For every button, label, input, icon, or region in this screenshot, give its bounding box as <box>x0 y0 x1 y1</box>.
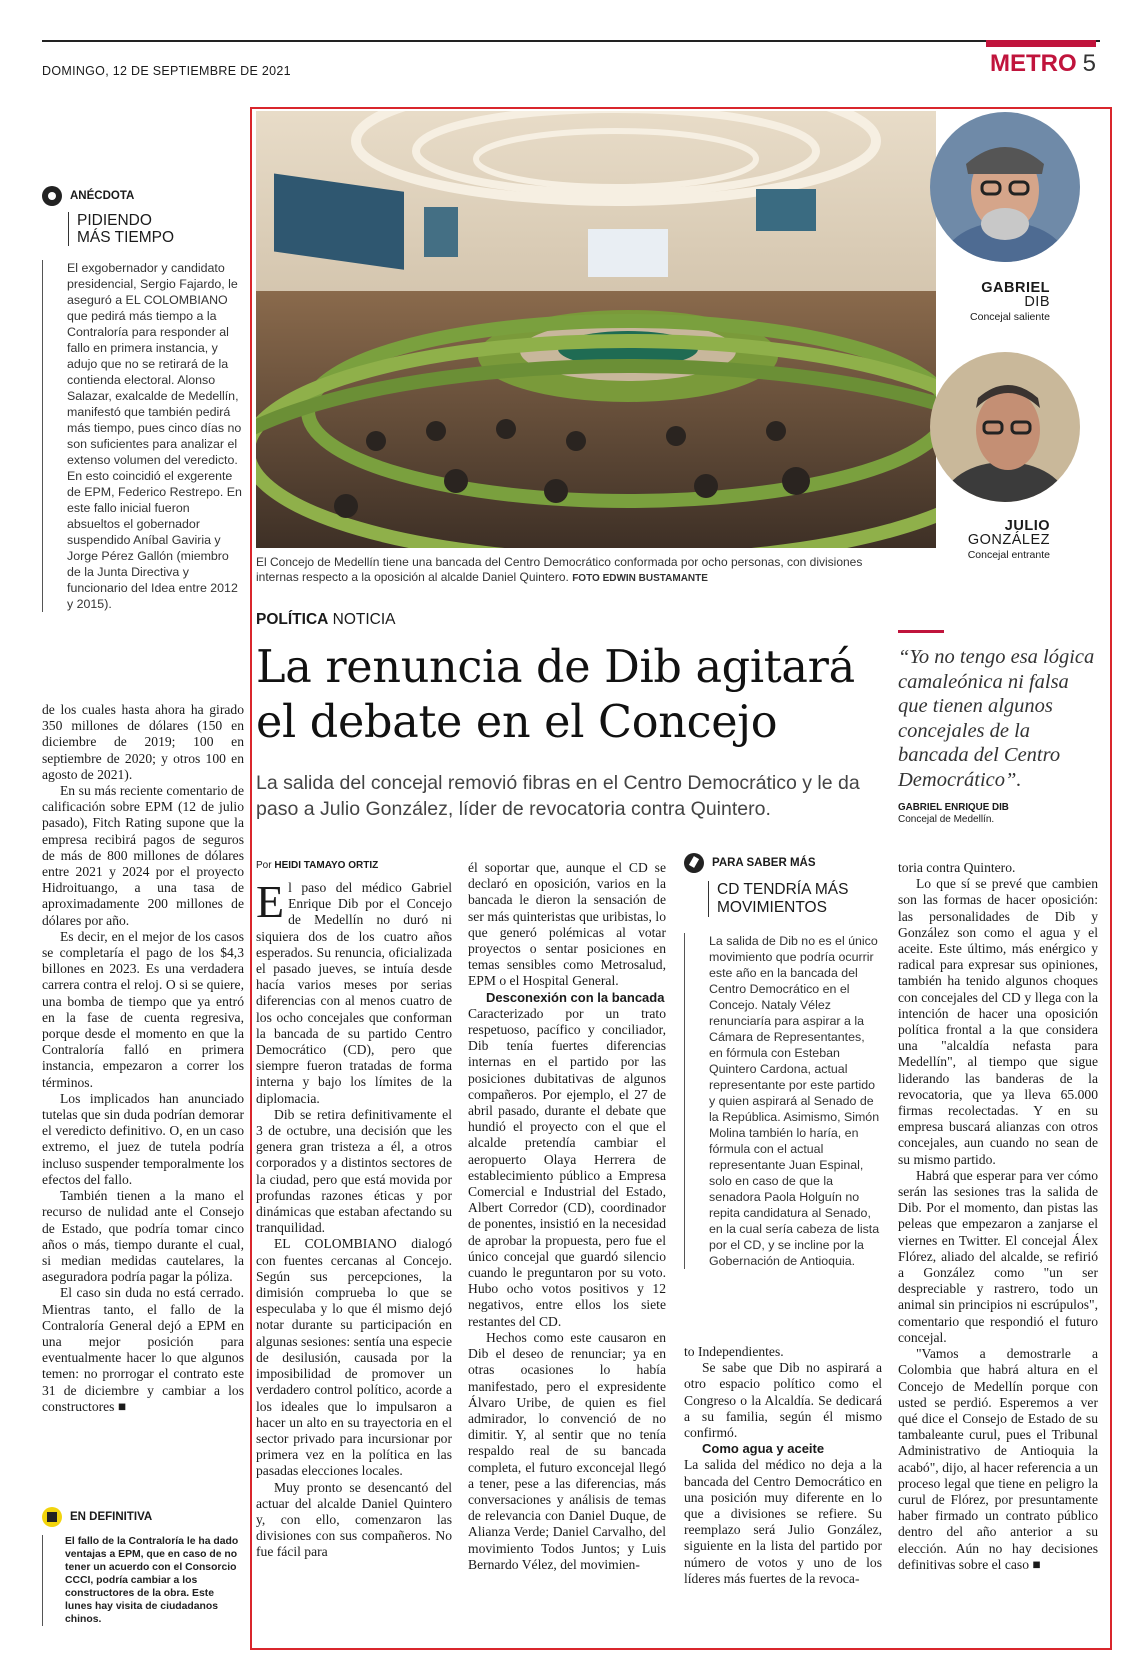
subheading: Desconexión con la bancada <box>486 989 665 1005</box>
article-dek: La salida del concejal removió fibras en el Centro Democrático y le da paso a Julio González, líder de revocatoria contra Quintero. <box>256 772 860 820</box>
portrait-last-name: GONZÁLEZ <box>967 532 1050 548</box>
section-name: METRO <box>990 50 1077 77</box>
paragraph: él soportar que, aunque el CD se declaró en oposición, varios en la bancada le dieron la sensación de ser más quinteristas que uribistas, lo que generó polémicas al votar proyectos o sentar posiciones en temas sensibles como Metrosalud, EPM o el Hospital General. <box>468 860 666 989</box>
anecdote-title <box>68 212 242 246</box>
section-label <box>990 50 1096 78</box>
left-column-text <box>42 702 244 1415</box>
paragraph: Muy pronto se desencantó del actuar del alcalde Daniel Quintero y, con ello, comenzaron las divisiones con sus compañeros. No fue fácil para <box>256 1479 452 1560</box>
paragraph: to Independientes. <box>684 1344 784 1359</box>
portrait-role: Concejal entrante <box>967 549 1050 561</box>
en-definitiva-header <box>42 1507 242 1527</box>
paragraph: En su más reciente comentario de calificación sobre EPM (12 de julio pasado), Fitch Rating supone que la empresa recibirá pagos de seguros de más de 800 millones de dólares entre 2021 y 2024 por el proyecto Hidroituango, a una tasa de aproximadamente 200 millones de dólares por año. <box>42 783 244 928</box>
paragraph: EL COLOMBIANO dialogó con fuentes cercanas al Concejo. Según sus percepciones, la dimisión comprueba lo que se especulaba y lo que él mismo dejó notar durante su participación en algunas sesiones: sentía una especie de desilusión, causada por la imposibilidad de promover un verdadero control político, acorde a los ideales que lo impulsaron a hacer un alto en su trayectoria en el sector privado para incursionar por primera vez en la política en las pasadas elecciones locales. <box>256 1236 452 1479</box>
paragraph: "Vamos a demostrarle a Colombia que habrá altura en el Concejo de Medellín porque con usted se perdió. Esperemos a ver qué dice el Consejo de Estado de su tambaleante curul, pues el Tribunal Administrativo de Antioquia la acabó", dijo, al hacer referencia a un proceso legal que tiene en peligro la curul de Flórez, por presuntamente haber firmado un contrato público dentro del año anterior a su elección. Aún no hay decisiones definitivas sobre el caso ■ <box>898 1346 1098 1572</box>
portrait-first-name: JULIO <box>1004 518 1050 534</box>
paragraph: Se sabe que Dib no aspirará a otro espacio político como el Congreso o la Alcaldía. Se dedicará a su familia, según él mismo confirmó. <box>684 1360 882 1441</box>
lead-text: l paso del médico Gabriel Enrique Dib por el Concejo de Medellín no duró ni siquiera dos de los cuatro años esperados. Su renuncia, oficializada el pasado jueves, se intuía desde hacía varios meses por serias diferencias con al menos cuatro de los ocho concejales que conforman la bancada de su partido Centro Democrático (CD), pero que siempre fueron tratadas de forma interna y bajo los límites de la diplomacia. <box>256 880 452 1106</box>
summary-icon <box>42 1507 62 1527</box>
anecdote-title-line1: PIDIENDO <box>77 212 152 229</box>
anecdote-label: ANÉCDOTA <box>70 190 135 202</box>
portrait-label-julio <box>920 518 1050 561</box>
caption-text: El Concejo de Medellín tiene una bancada del Centro Democrático conformada por ocho personas, con divisiones internas respecto a la oposición al alcalde Daniel Quintero. <box>256 555 863 584</box>
para-saber-mas-box <box>684 853 880 1269</box>
paragraph: Hechos como este causaron en Dib el deseo de renunciar; ya en otras ocasiones lo había manifestado, pero el expresidente Álvaro Uribe, de quien es fiel admirador, lo convenció de no dimitir. Y, al sentir que no tenía respaldo real de su bancada completa, el futuro exconcejal llegó a tener, pese a las diferencias, más conversaciones y análisis de temas de relevancia con Daniel Duque, de Alianza Verde; Daniel Carvalho, del movimiento Todos Juntos; y Luis Bernardo Vélez, del movimien- <box>468 1329 666 1572</box>
paragraph: Es decir, en el mejor de los casos se completaría el pago de los $4,3 billones en 2023. Es una verdadera carrera contra el reloj. O si se quiere, una bomba de tiempo que ya entró en la fase de cuenta regresiva, porque desde el momento en que la Contraloría falló en primera instancia, empezaron a correr los términos. <box>42 928 244 1090</box>
article-column-2 <box>468 860 666 1573</box>
pull-quote-author <box>898 802 1098 826</box>
gear-icon <box>42 186 62 206</box>
en-definitiva-body: El fallo de la Contraloría le ha dado ventajas a EPM, que en caso de no tener un acuerdo con el Consorcio CCCI, podría cambiar a los constructores de la obra. Este lunes hay visita de ciudadanos chinos. <box>42 1535 242 1626</box>
portrait-julio-gonzalez <box>930 352 1080 502</box>
en-definitiva-box <box>42 1507 242 1626</box>
article-column-1 <box>256 876 452 1561</box>
section-color-bar <box>986 40 1096 47</box>
byline-prefix: Por <box>256 860 275 871</box>
paragraph <box>256 876 452 1107</box>
quote-accent-bar <box>898 630 944 633</box>
para-saber-mas-header <box>684 853 880 873</box>
paragraph: Los implicados han anunciado tutelas que sin duda podrían demorar el veredicto definitivo. O, en un caso extremo, el juez de tutela podría incluso suspender temporalmente los efectos del fallo. <box>42 1090 244 1187</box>
kicker-section: POLÍTICA <box>256 611 329 628</box>
kicker-type: NOTICIA <box>328 611 396 628</box>
portrait-role: Concejal saliente <box>970 311 1050 323</box>
paragraph: También tienen a la mano el recurso de nulidad ante el Consejo de Estado, que podría tomar cinco años o más, tiempo durante el cual, si median medidas cautelares, la aseguradora podría pagar la póliza. <box>42 1188 244 1285</box>
paragraph: Caracterizado por un trato respetuoso, pacífico y conciliador, Dib tenía fuertes diferencias internas en el partido por las posiciones dubitativas de algunos compañeros. Por ejemplo, el 27 de abril pasado, durante el debate que hundió el proyecto con el que el alcalde pretendía cambiar el aeropuerto Olaya Herrera de establecimiento público a Empresa Comercial e Industrial del Estado, Albert Corredor (CD), coordinador de ponentes, insistió en la necesidad de aprobar la propuesta, pero fue el único concejal que guardó silencio cuando le preguntaron por su voto. Hubo ocho votos positivos y 12 negativos, entre ellos los siete restantes del CD. <box>468 1005 666 1329</box>
anecdote-title-line2: MÁS TIEMPO <box>77 229 175 246</box>
photo-caption <box>256 555 906 586</box>
paragraph: El caso sin duda no está cerrado. Mientras tanto, el fallo de la Contraloría General dejó a EPM en una mejor posición para eventualmente hacer lo que algunos temen: no prorrogar el contrato este 31 de diciembre y cambiar a los constructores ■ <box>42 1285 244 1414</box>
top-rule <box>42 40 1100 42</box>
quote-author-name: GABRIEL ENRIQUE DIB <box>898 802 1009 813</box>
anecdote-header <box>42 186 242 206</box>
paragraph: de los cuales hasta ahora ha girado 350 millones de dólares (150 en diciembre de 2019; 100 en septiembre de 2020; y otros 100 en agosto de 2021). <box>42 702 244 782</box>
council-chamber-illustration <box>256 111 936 548</box>
drop-cap: E <box>256 876 285 927</box>
article-column-3 <box>684 1344 882 1587</box>
portrait-first-name: GABRIEL <box>981 280 1050 296</box>
paragraph: Dib se retira definitivamente el 3 de octubre, una decisión que les genera gran tristeza a él, a otros corporados y a distintos sectores de la ciudad, pero que está movida por profundas razones éticas y por dinámicas que estaban afectando su tranquilidad. <box>256 1106 452 1236</box>
subheading: Como agua y aceite <box>702 1441 825 1457</box>
portrait-gabriel-dib <box>930 112 1080 262</box>
anecdote-body: El exgobernador y candidato presidencial, Sergio Fajardo, le aseguró a EL COLOMBIANO que pedirá más tiempo a la Contraloría para responder al fallo en primera instancia, y adujo que no se retirará de la contienda electoral. Alonso Salazar, exalcalde de Medellín, manifestó que también pedirá más tiempo, pues cinco días no son suficientes para analizar el extenso volumen del veredicto. En esto coincidió el exgerente de EPM, Federico Restrepo. En este fallo inicial fueron absueltos el gobernador suspendido Aníbal Gaviria y Jorge Pérez Gallón (miembro de la Junta Directiva y funcionario del Idea entre 2012 y 2015). <box>42 260 242 612</box>
pull-quote: “Yo no tengo esa lógica camaleónica ni falsa que tienen algunos concejales de la bancada del Centro Democrático”. <box>898 646 1095 791</box>
paragraph: Habrá que esperar para ver cómo serán las sesiones tras la salida de Dib. Por el momento, dan pistas las peleas que empezaron a zanjarse el viernes en Twitter. El concejal Álex Flórez, aliado del alcalde, se refirió a González como "un ser despreciable y rastrero, todo un animal sin principios ni escrúpulos", comentario que respondió el futuro concejal. <box>898 1167 1098 1345</box>
article-column-4 <box>898 860 1098 1573</box>
paragraph: Lo que sí se prevé que cambien son las formas de hacer oposición: las personalidades de Dib y González son como el agua y el aceite. Este último, más enérgico y radical para expresar sus opiniones, también ha tenido algunos choques con concejales del CD y llega con la intención de hacer una oposición política frontal a la que considera una "alcaldía nefasta para Medellín", al tiempo que sigue liderando las banderas de la revocatoria, que ya lleva 65.000 firmas recolectadas. Y en su empresa buscará alianzas con otros concejales, aun cuando no sean de su mismo partido. <box>898 876 1098 1167</box>
para-saber-mas-title: CD TENDRÍA MÁS MOVIMIENTOS <box>708 881 880 917</box>
paragraph: toria contra Quintero. <box>898 860 1016 875</box>
page-number: 5 <box>1082 50 1097 77</box>
portrait-label-gabriel <box>920 280 1050 323</box>
article-headline: La renuncia de Dib agitará el debate en el Concejo <box>256 642 855 748</box>
para-saber-mas-label: PARA SABER MÁS <box>712 857 816 869</box>
byline-author: HEIDI TAMAYO ORTIZ <box>274 860 379 871</box>
portrait-last-name: DIB <box>1024 294 1050 310</box>
quote-author-role: Concejal de Medellín. <box>898 814 995 825</box>
en-definitiva-label: EN DEFINITIVA <box>70 1511 153 1523</box>
paragraph: La salida del médico no deja a la bancada del Centro Democrático en una posición muy diferente en lo que a divisiones se refiere. Su reemplazo será Julio González, siguiente en la lista del partido por número de votos y uno de los líderes más fuertes de la revoca- <box>684 1457 882 1586</box>
para-saber-mas-body: La salida de Dib no es el único movimiento que podría ocurrir este año en la bancada del Centro Democrático en el Concejo. Nataly Vélez renunciaría para aspirar a la Cámara de Representantes, en fórmula con Esteban Quintero Cardona, actual representante por este partido y quien aspirará al Senado de la República. Asimismo, Simón Molina también lo haría, en fórmula con el actual representante Juan Espinal, solo en caso de que la senadora Paola Holguín no repita candidatura al Senado, en la cual sería cabeza de lista por el CD, y se incline por la Gobernación de Antioquia. <box>684 933 880 1269</box>
man-portrait-icon <box>930 112 1080 262</box>
photo-credit: FOTO EDWIN BUSTAMANTE <box>572 573 708 584</box>
byline <box>256 860 378 871</box>
page-date: DOMINGO, 12 DE SEPTIEMBRE DE 2021 <box>42 64 291 78</box>
man-portrait-icon <box>930 352 1080 502</box>
article-kicker <box>256 611 396 629</box>
anecdote-box <box>42 186 242 684</box>
pin-icon <box>684 853 704 873</box>
council-photo <box>256 111 936 548</box>
